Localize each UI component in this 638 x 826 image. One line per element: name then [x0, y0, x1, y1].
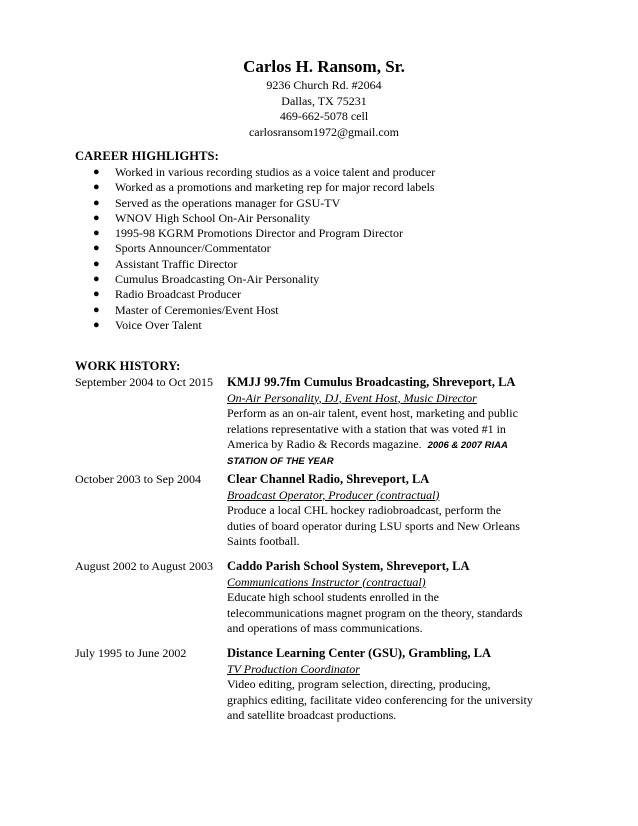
job-dates: August 2002 to August 2003: [75, 559, 214, 573]
job-dates: September 2004 to Oct 2015: [75, 375, 213, 389]
email-address: carlosransom1972@gmail.com: [248, 124, 400, 139]
job-details: [227, 646, 587, 724]
bullet-icon: ●: [93, 303, 100, 316]
job-role: TV Production Coordinator: [227, 661, 360, 676]
award-text: 2006 & 2007 RIAA: [427, 440, 508, 451]
list-item: ● WNOV High School On-Air Personality: [93, 210, 311, 225]
bullet-icon: ●: [93, 242, 100, 255]
job-details: [227, 559, 587, 637]
list-item: ● Worked as a promotions and marketing rep for major record labels: [93, 180, 435, 195]
city-state-zip: Dallas, TX 75231: [281, 93, 367, 108]
list-item: ● Radio Broadcast Producer: [93, 287, 241, 302]
list-item: ● Cumulus Broadcasting On-Air Personality: [93, 272, 320, 287]
bullet-icon: ●: [93, 211, 100, 224]
bullet-icon: ●: [93, 196, 100, 209]
bullet-icon: ●: [93, 288, 100, 301]
bullet-icon: ●: [93, 318, 100, 331]
list-item: ● Master of Ceremonies/Event Host: [93, 302, 279, 317]
description-line: and satellite broadcast productions.: [227, 708, 397, 722]
job-description: [227, 590, 587, 637]
bullet-icon: ●: [93, 273, 100, 286]
street-address: 9236 Church Rd. #2064: [266, 78, 382, 92]
candidate-name: Carlos H. Ransom, Sr.: [243, 57, 405, 76]
job-role: Communications Instructor (contractual): [227, 574, 426, 589]
job-description: [227, 406, 587, 469]
description-line: America by Radio & Records magazine. 2006 & 2007 RIAA: [227, 437, 508, 451]
job-dates: July 1995 to June 2002: [75, 646, 187, 660]
job-employer: Distance Learning Center (GSU), Grambling, LA: [227, 646, 491, 660]
list-item: ● Voice Over Talent: [93, 317, 202, 332]
list-item: ● Worked in various recording studios as a voice talent and producer: [93, 165, 436, 179]
description-line: Saints football.: [227, 534, 300, 548]
description-line: Perform as an on-air talent, event host, marketing and public: [227, 406, 518, 420]
description-line: Educate high school students enrolled in the: [227, 590, 439, 604]
description-line: and operations of mass communications.: [227, 621, 423, 635]
job-role: Broadcast Operator, Producer (contractual): [227, 487, 440, 502]
job-employer: KMJJ 99.7fm Cumulus Broadcasting, Shreveport, LA: [227, 375, 516, 389]
description-line: graphics editing, facilitate video conferencing for the university: [227, 692, 533, 707]
job-details: [227, 472, 587, 550]
job-employer: Caddo Parish School System, Shreveport, LA: [227, 559, 470, 573]
bullet-icon: ●: [93, 181, 100, 194]
phone-number: 469-662-5078 cell: [279, 109, 369, 123]
career-highlights-heading: CAREER HIGHLIGHTS:: [75, 149, 219, 163]
list-item: ● Sports Announcer/Commentator: [93, 241, 271, 256]
job-description: [227, 503, 587, 550]
description-line: relations representative with a station that was voted #1 in: [227, 421, 506, 436]
description-line: telecommunications magnet program on the theory, standards: [227, 605, 523, 620]
list-item: ● Served as the operations manager for GSU-TV: [93, 195, 341, 210]
description-line: Produce a local CHL hockey radiobroadcast, perform the: [227, 503, 502, 517]
award-text-continued: STATION OF THE YEAR: [227, 455, 334, 467]
bullet-icon: ●: [93, 166, 100, 178]
work-history-heading: WORK HISTORY:: [75, 359, 181, 373]
job-dates: October 2003 to Sep 2004: [75, 472, 201, 486]
bullet-icon: ●: [93, 227, 100, 240]
job-description: [227, 677, 587, 724]
career-highlights-list: [93, 165, 435, 333]
job-details: [227, 375, 587, 469]
list-item: ● 1995-98 KGRM Promotions Director and Program Director: [93, 226, 403, 241]
list-item: ● Assistant Traffic Director: [93, 256, 238, 271]
description-line: Video editing, program selection, directing, producing,: [227, 677, 491, 691]
bullet-icon: ●: [93, 257, 100, 270]
job-employer: Clear Channel Radio, Shreveport, LA: [227, 472, 430, 486]
resume-header: [0, 56, 638, 140]
job-role: On-Air Personality, DJ, Event Host, Music Director: [227, 390, 477, 405]
description-line: duties of board operator during LSU sports and New Orleans: [227, 518, 520, 533]
